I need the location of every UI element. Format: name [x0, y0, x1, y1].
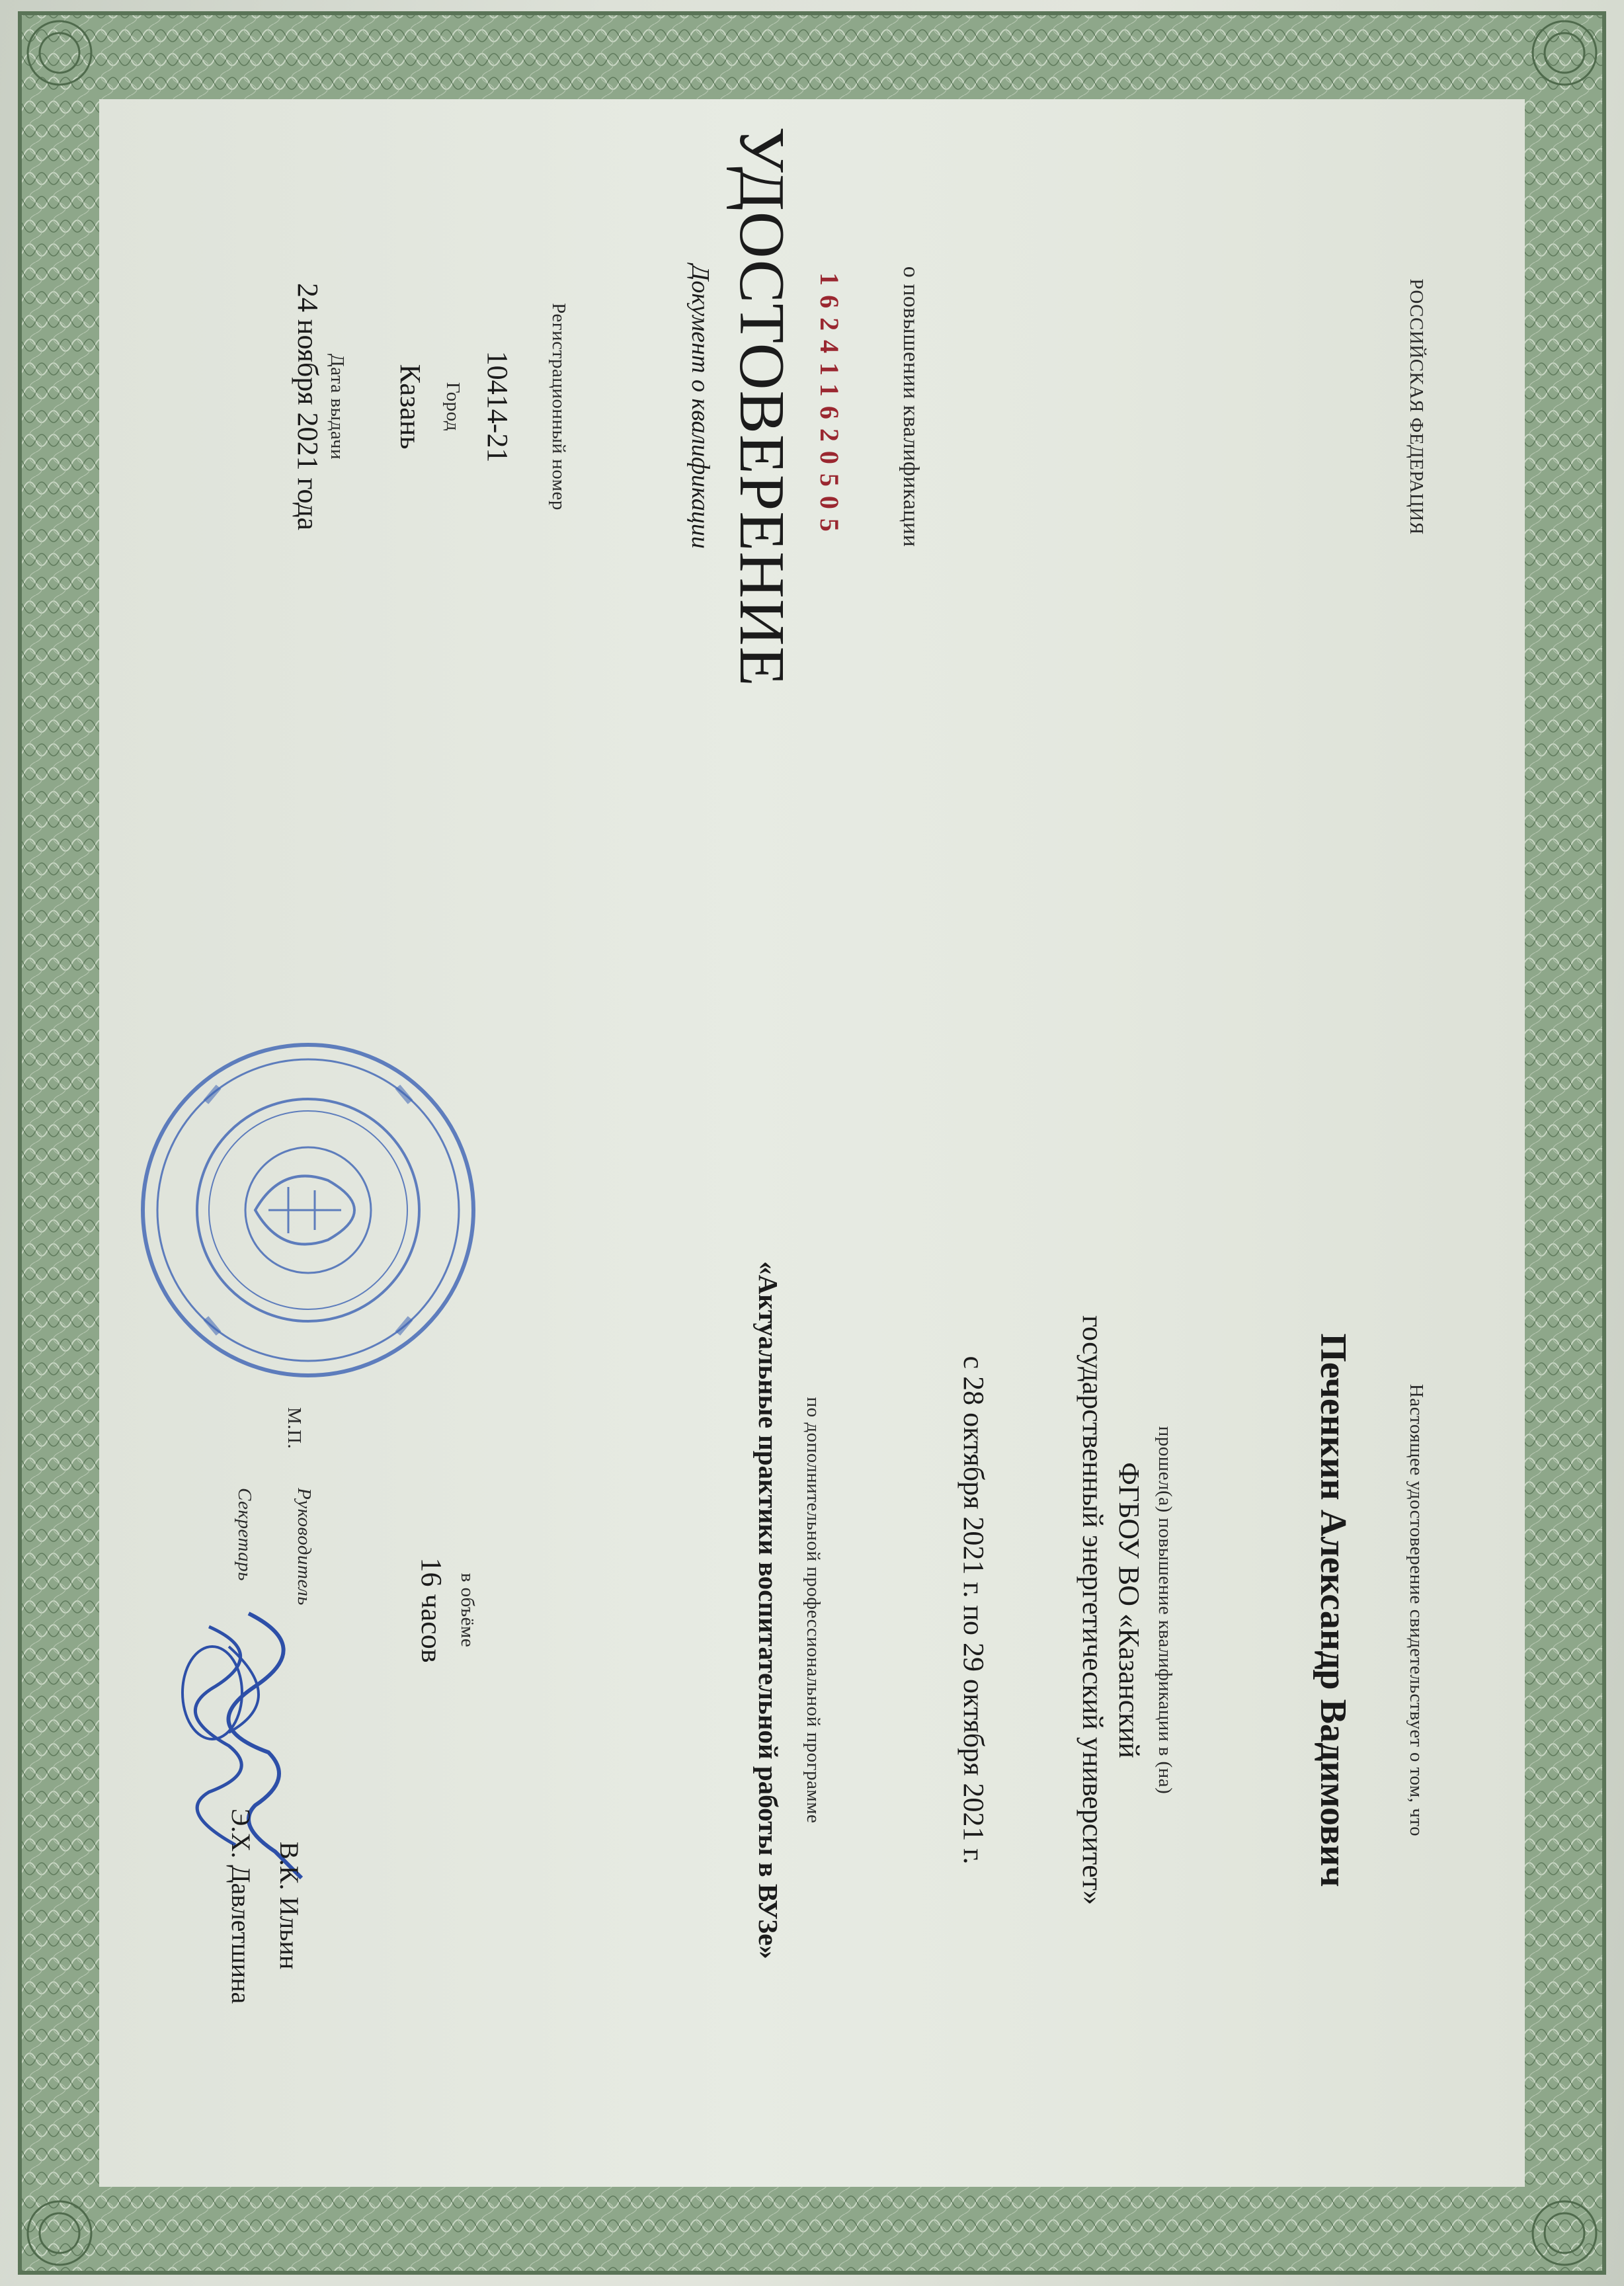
organization-line-1: ФГБОУ ВО «Казанский — [1113, 1462, 1145, 1758]
serial-number: 162411620505 — [815, 272, 844, 541]
organization-line-2: государственный энергетический университет» — [1076, 1315, 1109, 1905]
issue-date: 24 ноября 2021 года — [292, 282, 324, 531]
certificate-subtitle: о повышении квалификации — [899, 266, 923, 548]
official-seal — [136, 1038, 480, 1382]
certificate-content — [99, 99, 1525, 2187]
country-label: РОССИЙСКАЯ ФЕДЕРАЦИЯ — [1406, 278, 1427, 535]
passed-label: прошел(а) повышение квалификации в (на) — [1155, 1426, 1176, 1795]
intro-text: Настоящее удостоверение свидетельствует о том, что — [1406, 1383, 1427, 1837]
volume-hours: 16 часов — [415, 1557, 448, 1663]
volume-label: в объёме — [457, 1572, 478, 1648]
city: Казань — [394, 364, 426, 450]
secretary-name: Э.Х. Давлетшина — [226, 1809, 256, 2004]
seal-place-label: М.П. — [284, 1407, 305, 1449]
reg-number: 10414-21 — [481, 350, 514, 463]
document-type: Документ о квалификации — [686, 265, 714, 549]
city-label: Город — [442, 382, 464, 432]
study-period: с 28 октября 2021 г. по 29 октября 2021 г. — [957, 1356, 990, 1865]
program-label: по дополнительной профессиональной программе — [803, 1397, 824, 1824]
secretary-signature — [156, 1613, 275, 1865]
reg-number-label: Регистрационный номер — [548, 303, 569, 510]
certificate-title: УДОСТОВЕРЕНИЕ — [726, 126, 797, 687]
head-name: В.К. Ильин — [274, 1842, 304, 1970]
secretary-label: Секретарь — [234, 1488, 255, 1581]
head-label: Руководитель — [294, 1488, 315, 1606]
recipient-name: Печенкин Александр Вадимович — [1313, 1333, 1354, 1887]
issue-date-label: Дата выдачи — [327, 353, 348, 460]
program-name: «Актуальные практики воспитательной работы в ВУЗе» — [753, 1261, 784, 1959]
